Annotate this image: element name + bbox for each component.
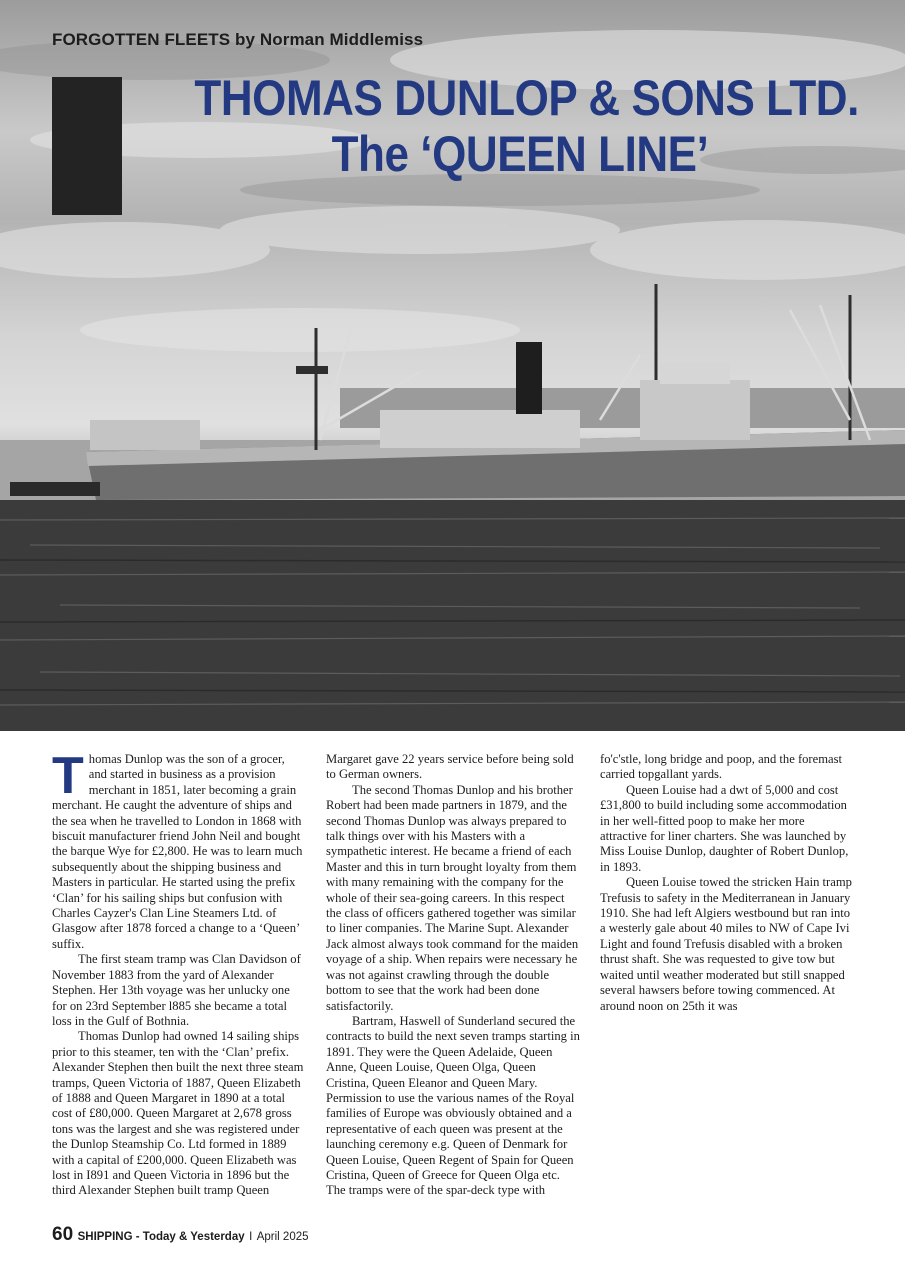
paragraph: Thomas Dunlop was the son of a grocer, and started in business as a provision merchant in 1851, later becoming a grain merchant. He caught the adventure of ships and the sea when he travelled to London in 1868 with biscuit manufacturer friend John Neil and bought the barque Wye for £2,800. He was to learn much subsequently about the shipping business and Masters in particular. He started using the prefix ‘Clan’ for his sailing ships but confusion with Charles Cayzer's Clan Line Steamers Ltd. of Glasgow after 1878 forced a change to a ‘Queen’ suffix.	[52, 747, 303, 951]
paragraph: Queen Louise towed the stricken Hain tramp Trefusis to safety in the Mediterranean in January 1910. She had left Algiers westbound but ran into a westerly gale about 40 miles to NW of Cape Ivi Light and found Trefusis disabled with a broken thrust shaft. She was requested to give tow but waited until weather moderated but still snapped several hawsers before towing commenced. At around noon on 25th it was	[600, 875, 852, 1013]
page-number: 60	[52, 1224, 74, 1245]
decorative-block	[52, 77, 122, 215]
page-footer	[52, 1224, 309, 1246]
issue-date: April 2025	[256, 1231, 309, 1243]
paragraph: The first steam tramp was Clan Davidson of November 1883 from the yard of Alexander Stephen. Her 13th voyage was her unlucky one for on 23rd September l885 she became a total loss in the Gulf of Bothnia.	[52, 952, 301, 1028]
paragraph: The second Thomas Dunlop and his brother Robert had been made partners in 1879, and the second Thomas Dunlop was always prepared to talk things over with his Masters with a sympathetic interest. He became a friend of each Master and this in turn brought loyalty from them with many remaining with the company for the whole of their sea-going careers. In this respect the class of officers gathered together was similar to liner companies. The Marine Supt. Alexander Jack almost always took command for the maiden voyage of a ship. When repairs were necessary he was not against crawling through the double bottom to see that the work had been done satisfactorily.	[326, 782, 579, 1013]
publication-name: SHIPPING - Today & Yesterday	[77, 1231, 245, 1243]
paragraph: Bartram, Haswell of Sunderland secured the contracts to build the next seven tramps starting in 1891. They were the Queen Adelaide, Queen Anne, Queen Louise, Queen Olga, Queen Cristina, Queen Eleanor and Queen Mary. Permission to use the various names of the Royal families of Europe was obviously obtained and a representative of each queen was present at the launching ceremony e.g. Queen of Denmark for Queen Louise, Queen Regent of Spain for Queen Cristina, Queen of Greece for Queen Olga etc. The tramps were of the spar-deck type with fo'c'stle, long bridge and poop, and the foremast carried topgallant yards.	[326, 752, 843, 1198]
paragraph: Thomas Dunlop had owned 14 sailing ships prior to this steamer, ten with the ‘Clan’ prefix. Alexander Stephen then built the next three steam tramps, Queen Victoria of 1887, Queen Elizabeth of 1888 and Queen Margaret in 1890 at a total cost of £80,000. Queen Margaret at 2,678 gross tons was the largest and she was registered under the Dunlop Steamship Co. Ltd formed in 1889 with a capital of £200,000. Queen Elizabeth was lost in I891 and Queen Victoria in 1896 but the third Alexander Stephen built tramp Queen Margaret gave 22 years service before being sold to German owners.	[52, 752, 574, 1198]
article-body	[52, 747, 854, 1204]
article-title	[194, 70, 859, 182]
series-byline: FORGOTTEN FLEETS by Norman Middlemiss	[52, 30, 424, 49]
ship-funnel	[516, 342, 542, 414]
sea	[0, 500, 905, 731]
title-line-1: THOMAS DUNLOP & SONS LTD.	[194, 70, 859, 126]
paragraph: Queen Louise had a dwt of 5,000 and cost £31,800 to build including some accommodation in her well-fitted poop to make her more attractive for liner charters. She was launched by Miss Louise Dunlop, daughter of Robert Dunlop, in 1893.	[600, 782, 849, 874]
drop-cap: T	[52, 747, 84, 805]
title-line-2: The ‘QUEEN LINE’	[331, 126, 709, 182]
footer-separator: I	[249, 1231, 253, 1243]
